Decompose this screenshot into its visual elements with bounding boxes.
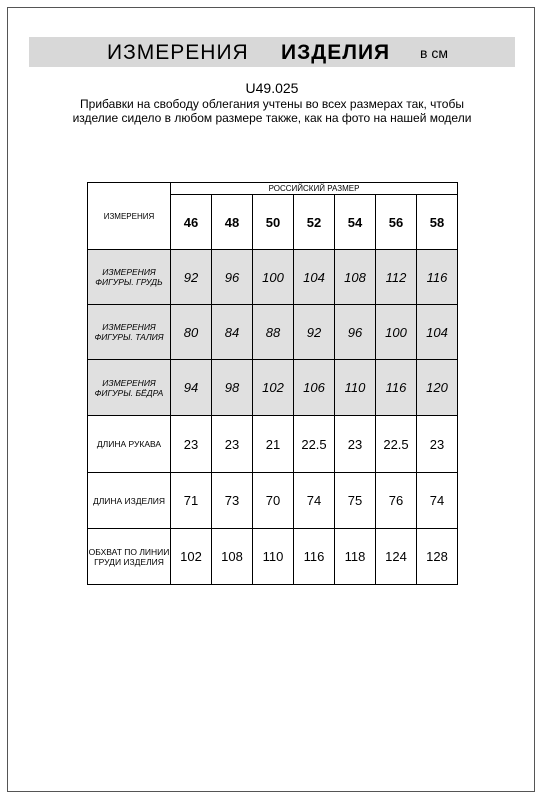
value-cell: 74 [294,473,335,529]
value-cell: 94 [171,360,212,416]
value-cell: 116 [294,529,335,585]
row-label: ОБХВАТ ПО ЛИНИИ ГРУДИ ИЗДЕЛИЯ [88,529,171,585]
value-cell: 22.5 [376,416,417,473]
table-row [88,250,458,305]
value-cell: 92 [294,305,335,360]
size-header-cell: 56 [376,195,417,250]
value-cell: 92 [171,250,212,305]
value-cell: 100 [253,250,294,305]
value-cell: 108 [335,250,376,305]
title-banner [29,37,515,67]
size-header-cell: 54 [335,195,376,250]
value-cell: 80 [171,305,212,360]
value-cell: 104 [294,250,335,305]
value-cell: 98 [212,360,253,416]
value-cell: 112 [376,250,417,305]
title-unit: в см [420,45,448,61]
value-cell: 96 [335,305,376,360]
table-row [88,416,458,473]
row-label: ДЛИНА ИЗДЕЛИЯ [88,473,171,529]
article-code: U49.025 [245,80,299,96]
value-cell: 120 [417,360,458,416]
value-cell: 116 [417,250,458,305]
value-cell: 22.5 [294,416,335,473]
title-part-2: ИЗДЕЛИЯ [281,41,391,64]
value-cell: 96 [212,250,253,305]
corner-header: ИЗМЕРЕНИЯ [88,183,171,250]
value-cell: 124 [376,529,417,585]
row-label: ИЗМЕРЕНИЯ ФИГУРЫ. ТАЛИЯ [88,305,171,360]
size-table [87,182,458,585]
value-cell: 106 [294,360,335,416]
value-cell: 76 [376,473,417,529]
value-cell: 110 [335,360,376,416]
table-row [88,305,458,360]
value-cell: 74 [417,473,458,529]
size-system-header: РОССИЙСКИЙ РАЗМЕР [171,183,458,195]
value-cell: 102 [253,360,294,416]
value-cell: 110 [253,529,294,585]
size-header-cell: 52 [294,195,335,250]
value-cell: 100 [376,305,417,360]
value-cell: 108 [212,529,253,585]
size-header-cell: 50 [253,195,294,250]
value-cell: 70 [253,473,294,529]
table-row [88,360,458,416]
value-cell: 23 [171,416,212,473]
title-part-1: ИЗМЕРЕНИЯ [107,41,249,64]
table-row [88,529,458,585]
size-header-cell: 58 [417,195,458,250]
value-cell: 128 [417,529,458,585]
value-cell: 71 [171,473,212,529]
value-cell: 104 [417,305,458,360]
value-cell: 84 [212,305,253,360]
fit-note: Прибавки на свободу облегания учтены во всех размерах так, чтобы изделие сидело в любом размере также, как на фото на нашей модели [72,97,472,125]
size-header-cell: 48 [212,195,253,250]
value-cell: 23 [335,416,376,473]
table-row [88,473,458,529]
value-cell: 102 [171,529,212,585]
value-cell: 88 [253,305,294,360]
value-cell: 21 [253,416,294,473]
value-cell: 118 [335,529,376,585]
value-cell: 23 [212,416,253,473]
value-cell: 116 [376,360,417,416]
row-label: ДЛИНА РУКАВА [88,416,171,473]
value-cell: 23 [417,416,458,473]
value-cell: 73 [212,473,253,529]
row-label: ИЗМЕРЕНИЯ ФИГУРЫ. БЁДРА [88,360,171,416]
size-header-cell: 46 [171,195,212,250]
value-cell: 75 [335,473,376,529]
row-label: ИЗМЕРЕНИЯ ФИГУРЫ. ГРУДЬ [88,250,171,305]
